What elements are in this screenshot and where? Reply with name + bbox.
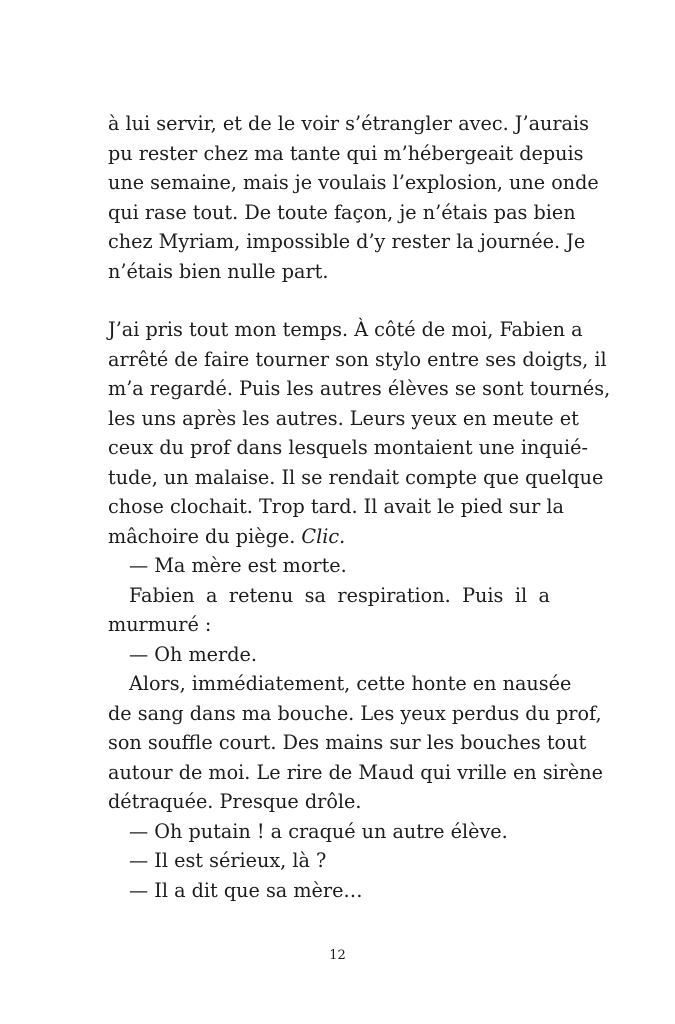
- text-line: chose clochait. Trop tard. Il avait le pied sur la: [108, 495, 564, 518]
- text-line: de sang dans ma bouche. Les yeux perdus du prof,: [108, 701, 602, 725]
- text-line: Fabien a retenu sa respiration. Puis il a: [129, 583, 550, 607]
- text-line: murmuré :: [108, 613, 212, 636]
- text-fragment: mâchoire du piège.: [108, 524, 296, 548]
- text-line: n’étais bien nulle part.: [108, 259, 329, 283]
- text-line: son souffle court. Des mains sur les bouches tout: [108, 731, 587, 754]
- page-number: 12: [329, 948, 346, 963]
- text-line: tude, un malaise. Il se rendait compte que quelque: [108, 465, 604, 489]
- text-line: qui rase tout. De toute façon, je n’étais pas bien: [108, 200, 576, 224]
- dialogue-line: — Oh merde.: [129, 642, 257, 666]
- text-line: les uns après les autres. Leurs yeux en meute et: [108, 406, 579, 430]
- text-line: à lui servir, et de le voir s’étrangler avec. J’aurais: [108, 112, 589, 135]
- text-line: une semaine, mais je voulais l’explosion, une onde: [108, 171, 599, 194]
- text-line: [108, 522, 550, 552]
- dialogue-line: — Oh putain ! a craqué un autre élève.: [129, 819, 508, 843]
- dialogue-line: — Il a dit que sa mère…: [129, 878, 363, 902]
- text-line: J’ai pris tout mon temps. À côté de moi, Fabien a: [108, 318, 583, 341]
- text-line: chez Myriam, impossible d’y rester la journée. Je: [108, 230, 586, 253]
- dialogue-line: — Ma mère est morte.: [129, 554, 347, 577]
- text-line: m’a regardé. Puis les autres élèves se sont tournés,: [108, 377, 611, 400]
- text-line: autour de moi. Le rire de Maud qui vrille en sirène: [108, 760, 603, 784]
- text-line: pu rester chez ma tante qui m’hébergeait depuis: [108, 141, 584, 165]
- dialogue-line: — Il est sérieux, là ?: [129, 849, 327, 872]
- paragraph-1: [108, 109, 599, 286]
- text-line: arrêté de faire tourner son stylo entre ses doigts, il: [108, 347, 607, 371]
- text-line: Alors, immédiatement, cette honte en nausée: [129, 672, 572, 695]
- text-line: détraquée. Presque drôle.: [108, 790, 362, 813]
- text-line: ceux du prof dans lesquels montaient une inquié-: [108, 436, 588, 459]
- emphasis-text: Clic.: [301, 524, 346, 548]
- narrative-section: [108, 315, 611, 905]
